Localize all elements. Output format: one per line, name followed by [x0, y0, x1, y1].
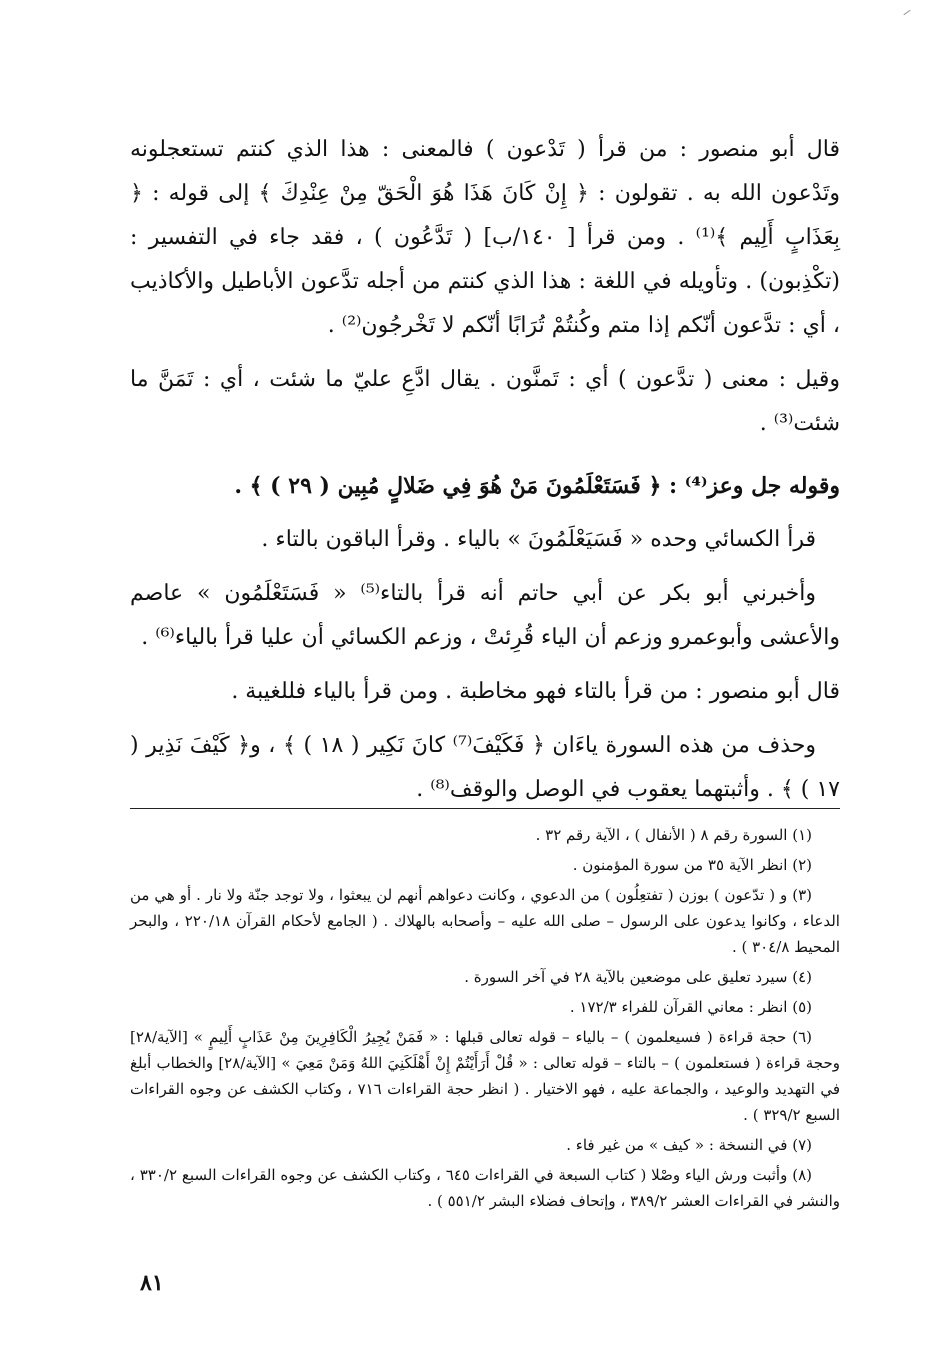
footnote-1: (١) السورة رقم ٨ ( الأنفال ) ، الآية رقم ٣٢ . — [535, 826, 812, 844]
footnote-separator — [130, 808, 840, 809]
paragraph-2: وقيل : معنى ( تدَّعون ) أي : تَمنَّون . يقال ادَّعِ عليّ ما شئت ، أي : تَمَنَّ ما شئت⁽³⁾ . — [130, 367, 840, 436]
page-number: ٨١ — [140, 1270, 164, 1296]
paragraph-1: قال أبو منصور : من قرأ ( تَدْعون ) فالمعنى : هذا الذي كنتم تستعجلونه وتَدْعون الله به . تقولون : ﴿ إِنْ كَانَ هَذَا هُوَ الْحَقّ مِنْ عِنْدِكَ ﴾ إلى قوله : ﴿ بِعَذَابٍ أَلِيم ﴾⁽¹⁾ . ومن قرأ [ ١٤٠/ب] ( تَدَّعُون ) ، فقد جاء في التفسير : (تكْذِبون) . وتأويله في اللغة : هذا الذي كنتم من أجله تدَّعون الأباطيل والأكاذيب ، أي : تدَّعون أنّكم إذا متم وكُنتُمْ تُرَابًا أنّكم لا تَخْرجُون⁽²⁾ . — [130, 137, 841, 338]
paragraph-4: وأخبرني أبو بكر عن أبي حاتم أنه قرأ بالتاء⁽⁵⁾ « فَسَتَعْلَمُون » عاصم والأعشى وأبوعمرو وزعم أن الياء قُرِئتْ ، وزعم الكسائي أن عليا قرأ بالياء⁽⁶⁾ . — [130, 581, 840, 650]
corner-scan-mark — [903, 10, 910, 15]
verse-heading: وقوله جل وعز⁽⁴⁾ : ﴿ فَسَتَعْلَمُونَ مَنْ هُوَ فِي ضَلالٍ مُبِين ( ٢٩ ) ﴾ . — [234, 473, 840, 499]
footnote-6: (٦) حجة قراءة ( فسيعلمون ) – بالياء – قوله تعالى قبلها : « فَمَنْ يُجِيرُ الْكَافِرِينَ مِنْ عَذَابٍ أَلِيمٍ » [الآية/٢٨] وحجة قراءة ( فستعلمون ) – بالتاء – قوله تعالى : « قُلْ أَرَأَيْتُمْ إِنْ أَهْلَكَنِيَ اللهُ وَمَنْ مَعِيَ » [الآية/٢٨] والخطاب أبلغ في التهديد والوعيد ، والجماعة عليه ، فهو الاختيار . ( انظر حجة القراءات ٧١٦ ، وكتاب الكشف عن وجوه القراءات السبع ٣٢٩/٢ ) . — [130, 1028, 840, 1124]
footnote-4: (٤) سيرد تعليق على موضعين بالآية ٢٨ في آخر السورة . — [464, 968, 812, 986]
paragraph-6: وحذف من هذه السورة ياءَان ﴿ فَكَيْفَ⁽⁷⁾ كانَ نَكِير ( ١٨ ) ﴾ ، و﴿ كَيْفَ نَذِير ( ١٧ ) ﴾ . وأثبتهما يعقوب في الوصل والوقف⁽⁸⁾ . — [130, 733, 840, 802]
footnote-8: (٨) وأثبت ورش الياء وصْلا ( كتاب السبعة في القراءات ٦٤٥ ، وكتاب الكشف عن وجوه القراءات السبع ٣٣٠/٢ ، والنشر في القراءات العشر ٣٨٩/٢ ، وإتحاف فضلاء البشر ٥٥١/٢ ) . — [130, 1166, 840, 1210]
footnote-3: (٣) و ( تدّعون ) بوزن ( تفتعِلُون ) من الدعوي ، وكانت دعواهم أنهم لن يبعثوا ، ولا توجد جنّة ولا نار . أو هي من الدعاء ، وكانوا يدعون على الرسول – صلى الله عليه – وأصحابه بالهلاك . ( الجامع لأحكام القرآن ٢٢٠/١٨ ، والبحر المحيط ٣٠٤/٨ ) . — [130, 886, 840, 956]
footnote-5: (٥) انظر : معاني القرآن للفراء ١٧٢/٣ . — [569, 998, 812, 1016]
main-text — [130, 128, 840, 812]
footnotes — [130, 822, 840, 1218]
footnote-7: (٧) في النسخة : « كيف » من غير فاء . — [566, 1136, 812, 1154]
paragraph-3: قرأ الكسائي وحده « فَسَيَعْلَمُونَ » بالياء . وقرأ الباقون بالتاء . — [261, 527, 816, 552]
footnote-2: (٢) انظر الآية ٣٥ من سورة المؤمنون . — [572, 856, 812, 874]
paragraph-5: قال أبو منصور : من قرأ بالتاء فهو مخاطبة . ومن قرأ بالياء فللغيبة . — [231, 679, 840, 704]
